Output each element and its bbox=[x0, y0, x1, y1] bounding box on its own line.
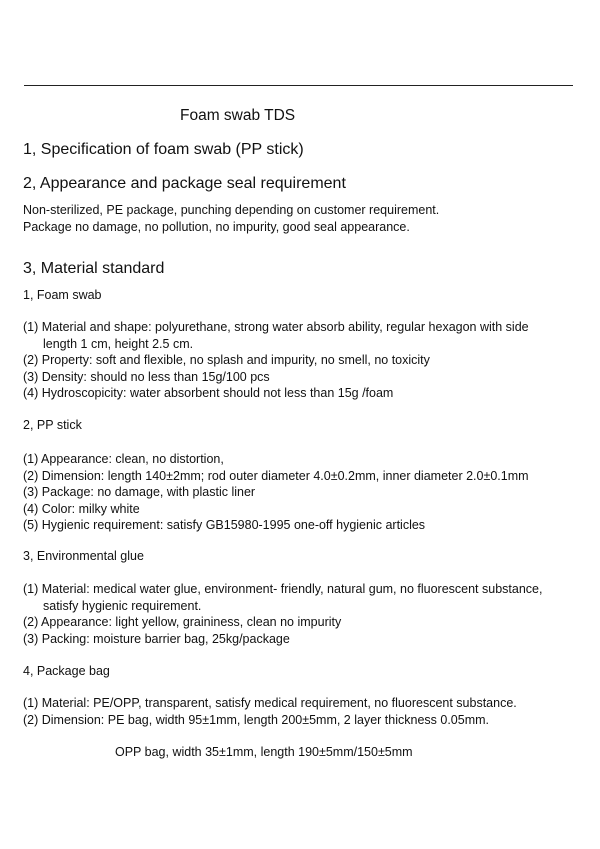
list-item-continuation: length 1 cm, height 2.5 cm. bbox=[43, 336, 194, 351]
pp-stick-list bbox=[23, 451, 529, 534]
glue-list bbox=[23, 581, 542, 647]
glue-subheading: 3, Environmental glue bbox=[23, 549, 144, 563]
list-item: (4) Color: milky white bbox=[23, 501, 140, 516]
foam-swab-subheading: 1, Foam swab bbox=[23, 288, 102, 302]
list-item: (3) Packing: moisture barrier bag, 25kg/package bbox=[23, 631, 290, 646]
pp-stick-subheading: 2, PP stick bbox=[23, 418, 82, 432]
list-item: (2) Dimension: length 140±2mm; rod outer diameter 4.0±0.2mm, inner diameter 2.0±0.1mm bbox=[23, 468, 529, 483]
list-item: (4) Hydroscopicity: water absorbent should not less than 15g /foam bbox=[23, 386, 394, 400]
list-item: (2) Appearance: light yellow, graininess, clean no impurity bbox=[23, 615, 342, 629]
package-bag-list bbox=[23, 695, 517, 728]
list-item: (3) Package: no damage, with plastic liner bbox=[23, 485, 256, 499]
section-2-line: Non-sterilized, PE package, punching depending on customer requirement. bbox=[23, 203, 440, 217]
list-item: (1) Appearance: clean, no distortion, bbox=[23, 452, 224, 466]
section-2-text bbox=[23, 202, 439, 236]
section-1-heading: 1, Specification of foam swab (PP stick) bbox=[23, 141, 304, 158]
list-item: (3) Density: should no less than 15g/100 pcs bbox=[23, 369, 270, 384]
header-rule bbox=[24, 85, 573, 86]
section-2-heading: 2, Appearance and package seal requirement bbox=[23, 175, 346, 192]
section-3-heading: 3, Material standard bbox=[23, 260, 165, 277]
foam-swab-list bbox=[23, 319, 529, 402]
list-item: (5) Hygienic requirement: satisfy GB15980-1995 one-off hygienic articles bbox=[23, 518, 426, 532]
package-bag-subheading: 4, Package bag bbox=[23, 664, 110, 678]
list-item: (2) Property: soft and flexible, no splash and impurity, no smell, no toxicity bbox=[23, 353, 430, 367]
list-item: (1) Material and shape: polyurethane, strong water absorb ability, regular hexagon with side bbox=[23, 320, 529, 334]
list-item: (2) Dimension: PE bag, width 95±1mm, length 200±5mm, 2 layer thickness 0.05mm. bbox=[23, 712, 490, 727]
opp-bag-line: OPP bag, width 35±1mm, length 190±5mm/150±5mm bbox=[115, 745, 413, 759]
list-item-continuation: satisfy hygienic requirement. bbox=[43, 598, 202, 613]
document-title: Foam swab TDS bbox=[180, 107, 296, 124]
list-item: (1) Material: PE/OPP, transparent, satisfy medical requirement, no fluorescent substance. bbox=[23, 696, 517, 710]
section-2-line: Package no damage, no pollution, no impurity, good seal appearance. bbox=[23, 220, 410, 234]
list-item: (1) Material: medical water glue, environment- friendly, natural gum, no fluorescent substance, bbox=[23, 582, 543, 596]
